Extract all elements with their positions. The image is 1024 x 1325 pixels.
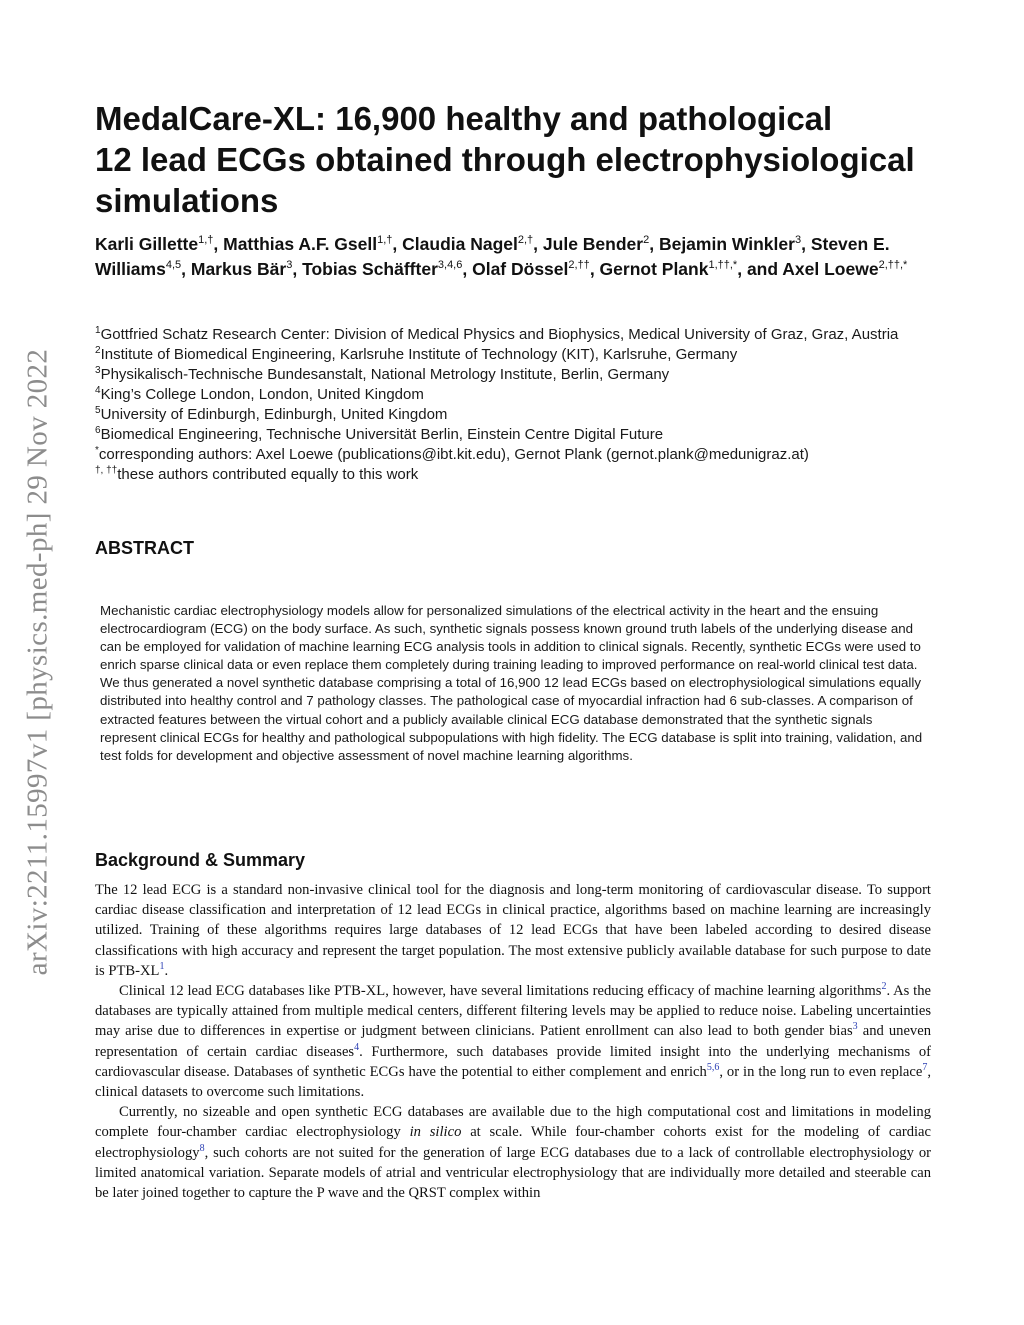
affiliation-list: [95, 325, 945, 485]
emphasis-text: in silico: [409, 1124, 462, 1141]
paper-title: [95, 98, 955, 221]
affiliation-mark: 6: [95, 425, 101, 436]
author-name: Matthias A.F. Gsell: [223, 234, 378, 254]
affiliation-item: [95, 325, 945, 345]
author-affiliation-mark: 4,5: [165, 259, 182, 272]
author-name: Olaf Dössel: [472, 259, 569, 279]
affiliation-mark: 4: [95, 385, 101, 396]
author-name: Jule Bender: [542, 234, 644, 254]
body-text: , or in the long run to even replace: [719, 1063, 923, 1080]
affiliation-mark: *: [95, 445, 99, 456]
author-affiliation-mark: 2,†: [517, 234, 534, 247]
body-text: at scale. While four-chamber cohorts exist for the modeling of cardiac electrophysiology: [95, 1124, 932, 1161]
title-line: simulations: [95, 182, 279, 219]
body-text: Clinical 12 lead ECG databases like PTB-XL, however, have several limitations reducing efficacy of machine learning algorithms: [119, 983, 882, 1000]
abstract-paragraph: Mechanistic cardiac electrophysiology models allow for personalized simulations of the electrical activity in the heart and the ensuing electrocardiogram (ECG) on the body surface. As such, synthetic signals possess known ground truth labels of the underlying disease and can be employed for validation of machine learning ECG analysis tools in addition to clinical signals. Recently, synthetic ECGs were used to enrich sparse clinical data or even replace them completely during training leading to improved performance on real-world clinical test data.: [100, 603, 921, 673]
author-name: Karli Gillette: [95, 234, 199, 254]
author-affiliation-mark: 3,4,6: [437, 259, 463, 272]
body-paragraph: [95, 1102, 931, 1203]
abstract-heading: ABSTRACT: [95, 538, 194, 558]
affiliation-mark: 2: [95, 345, 101, 356]
author-affiliation-mark: 1,†: [377, 234, 393, 247]
author-affiliation-mark: 2,††,*: [878, 259, 908, 272]
affiliation-item: [95, 345, 945, 365]
author-name: Axel Loewe: [782, 259, 879, 279]
affiliation-item: [95, 365, 945, 385]
author-name: Markus Bär: [190, 259, 287, 279]
affiliation-item: [95, 385, 945, 405]
affiliation-text: Gottfried Schatz Research Center: Division of Medical Physics and Biophysics, Medical University of Graz, Graz, Austria: [100, 326, 899, 343]
body-paragraph: [95, 880, 931, 981]
affiliation-mark: 5: [95, 405, 101, 416]
body-paragraph: [95, 981, 931, 1102]
abstract-body: [100, 602, 932, 765]
author-affiliation-mark: 3: [286, 259, 293, 272]
section-heading-background: Background & Summary: [95, 850, 306, 870]
author-name: Gernot Plank: [599, 259, 709, 279]
author-name: Claudia Nagel: [402, 234, 518, 254]
abstract-paragraph: We thus generated a novel synthetic database comprising a total of 16,900 12 lead ECGs based on electrophysiological simulations equally distributed into healthy control and 7 pathology classes. The pathological case of myocardial infraction had 6 sub-classes. A comparison of extracted features between the virtual cohort and a publicly available clinical ECG database demonstrated that the synthetic signals represent clinical ECGs for healthy and pathological subpopulations with high fidelity. The ECG database is split into training, validation, and test folds for development and objective assessment of novel machine learning algorithms.: [100, 675, 923, 763]
author-affiliation-mark: 1,†: [198, 234, 214, 247]
citation-reference: 4: [354, 1041, 360, 1053]
citation-reference: 7: [922, 1061, 928, 1073]
body-text: , clinical datasets to overcome such limitations.: [95, 1063, 932, 1101]
author-affiliation-mark: 2,††: [568, 259, 590, 272]
affiliation-item: [95, 425, 945, 445]
affiliation-text: Institute of Biomedical Engineering, Karlsruhe Institute of Technology (KIT), Karlsruhe, Germany: [100, 346, 738, 363]
body-text: .: [164, 962, 169, 979]
affiliation-text: corresponding authors: Axel Loewe (publications@ibt.kit.edu), Gernot Plank (gernot.plank@medunigraz.at): [98, 446, 809, 463]
arxiv-identifier-stamp: arXiv:2211.15997v1 [physics.med-ph] 29 Nov 2022: [21, 348, 54, 976]
affiliation-text: these authors contributed equally to this work: [117, 466, 419, 483]
citation-reference: 2: [881, 981, 887, 993]
affiliation-text: Physikalisch-Technische Bundesanstalt, National Metrology Institute, Berlin, Germany: [100, 366, 670, 383]
citation-reference: 1: [159, 960, 165, 972]
author-affiliation-mark: 2: [643, 234, 650, 247]
body-text: The 12 lead ECG is a standard non-invasive clinical tool for the diagnosis and long-term monitoring of cardiovascular disease. To support cardiac disease classification and interpretation of 12 lead ECGs in clinical practice, algorithms based on machine learning are increasingly utilized. Training of these algorithms requires large databases of 12 lead ECGs that have been labeled according to desired disease classifications with high accuracy and represent the target population. The most extensive publicly available database for such purpose to date is PTB-XL: [95, 882, 931, 979]
affiliation-text: King’s College London, London, United Kingdom: [100, 386, 424, 403]
author-name: Steven E. Williams: [95, 234, 890, 279]
body-text: . As the databases are typically attained from multiple medical centers, different filtering levels may be applied to reduce noise. Labeling uncertainties may arise due to differences in expertise or judgment between clinicians. Patient enrollment can also lead to both gender bias: [95, 983, 932, 1040]
title-line: 12 lead ECGs obtained through electrophysiological: [95, 141, 915, 178]
title-line: MedalCare-XL: 16,900 healthy and pathological: [95, 100, 833, 137]
affiliation-text: Biomedical Engineering, Technische Universität Berlin, Einstein Centre Digital Future: [100, 426, 664, 443]
author-affiliation-mark: 3: [794, 234, 802, 247]
body-text: , such cohorts are not suited for the generation of large ECG databases due to a lack of controllable electrophysiology or limited anatomical variation. Separate models of atrial and ventricular electrophysiology that are individually more detailed and steerable can be later joined together to capture the P wave and the QRST complex within: [95, 1144, 931, 1202]
background-body: [95, 880, 931, 1203]
affiliation-item: [95, 445, 945, 465]
body-text: and uneven representation of certain cardiac diseases: [95, 1023, 931, 1060]
body-text: Currently, no sizeable and open synthetic ECG databases are available due to the high computational cost and limitations in modeling complete four-chamber cardiac electrophysiology: [95, 1104, 931, 1141]
author-list: Karli Gillette$^{1,\dagger}$, Matthias A.F. Gsell$^{1,\dagger}$, Claudia Nagel$^{2,\dagger}$, Jule Bender$^2$, Bejamin Winkler$^3$, Steven E. Williams$^{4,5}$, Markus Bär$^3$, Tobias Schäffter$^{3,4,6}$, Olaf Dössel$^{2,\dagger\dagger}$, Gernot Plank$^{1,\dagger\dagger,*}$, and Axel Loewe$^{2,\dagger\dagger,*}$: [95, 234, 908, 279]
affiliation-mark: 1: [95, 325, 101, 336]
citation-reference: 3: [852, 1021, 858, 1033]
affiliation-text: University of Edinburgh, Edinburgh, United Kingdom: [100, 406, 448, 423]
author-affiliation-mark: 1,††,*: [708, 259, 738, 272]
body-text: . Furthermore, such databases provide limited insight into the underlying mechanisms of cardiovascular disease. Databases of synthetic ECGs have the potential to either complement and enrich: [95, 1043, 931, 1080]
affiliation-mark: †, ††: [95, 465, 118, 476]
affiliation-mark: 3: [95, 365, 101, 376]
citation-reference: 5,6: [706, 1061, 720, 1073]
author-name: Bejamin Winkler: [658, 234, 795, 254]
affiliation-item: [95, 465, 945, 485]
citation-reference: 8: [199, 1142, 205, 1154]
author-name: Tobias Schäffter: [302, 259, 438, 279]
affiliation-item: [95, 405, 945, 425]
